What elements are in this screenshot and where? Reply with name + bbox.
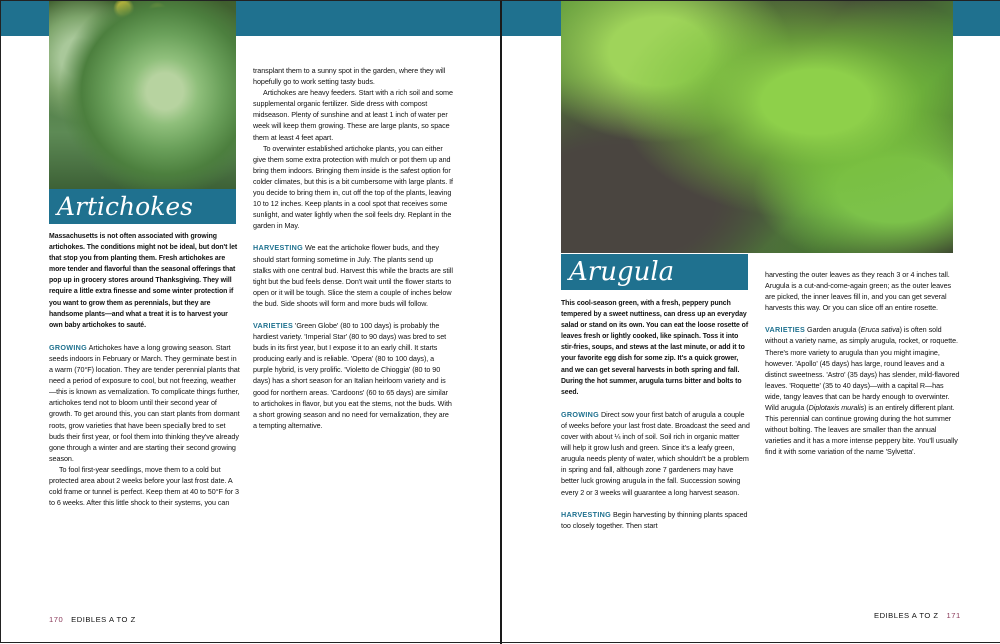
running-footer: EDIBLES A TO Z <box>71 615 136 624</box>
artichokes-varieties: VARIETIES 'Green Globe' (80 to 100 days) is probably the hardiest variety. 'Imperial Star' (80 to 90 days) was bred to set buds in its first year, but I expose it to an early chill. It starts producing early and is reliable. 'Opera' (80 to 100 days), a purple hybrid, is very prolific. 'Violetto de Chioggia' (80 to 90 days) has a short season for an Italian heirloom variety and is good for northern areas. 'Cardoons' (60 to 65 days) are similar to artichokes in flavor, but you eat the stems, not the buds. With a short growing season and no need for vernalization, they are a tempting alternative. <box>253 320 452 430</box>
header-band-right-inner <box>502 1 561 36</box>
left-page <box>1 1 500 642</box>
header-band-left-inner <box>236 1 500 36</box>
arugula-varieties: VARIETIES Garden arugula (Eruca sativa) is often sold without a variety name, as simply arugula, rocket, or roquette. There's more variety to arugula than you might imagine, however. 'Apollo' (45 days) has large, round leaves and a distinct sweetness. 'Astro' (35 days) has slender, mild-flavored leaves. 'Roquette' (35 to 40 days)—with a capital R—has wide, tangy leaves that can be hardy enough to overwinter. Wild arugula (Diplotaxis muralis) is an entirely different plant. This perennial can continue growing during the hot summer without bolting. The leaves are smaller than the annual varieties and it has a more intense peppery bite. You'll usually find it with some variation of the name 'Sylvetta'. <box>765 325 960 457</box>
text-column-2 <box>253 65 453 431</box>
growing-heading: GROWING <box>49 342 88 352</box>
varieties-heading: VARIETIES <box>253 320 294 330</box>
section-title-artichokes: Artichokes <box>49 189 236 224</box>
artichokes-overwinter: To overwinter established artichoke plants, you can either give them some extra protection with mulch or pot them up and bring them indoors. Bringing them inside is the safest option for colder climates, but this is a bit cumbersome with large plants. If you decide to bring them in, cut off the top of the plants, leaving 10 to 12 inches. Keep plants in a cool spot that receives some sunlight, and water lightly when the soil feels dry. Replant in the garden in May. <box>253 143 453 231</box>
artichokes-transplant: transplant them to a sunny spot in the garden, where they will hopefully go to work setting tasty buds. <box>253 66 446 87</box>
header-band-left-outer <box>1 1 49 36</box>
growing-heading: GROWING <box>561 409 600 419</box>
artichokes-growing-p2: To fool first-year seedlings, move them to a cold but protected area about 2 weeks before your last frost date. A cold frame or tunnel is perfect. Keep them at 40 to 50°F for 3 to 6 weeks. After this little shock to their systems, you can <box>49 464 239 508</box>
text-column-4 <box>765 269 961 458</box>
artichokes-intro: Massachusetts is not often associated with growing artichokes. The conditions might not be ideal, but don't let that stop you from planting them. Fresh artichokes are more tender and flavorful than the seasonal offerings that pop up in grocery stores around Thanksgiving. They will require a little extra finesse and some winter protection if you want to grow them as perennials, but they are handsome plants—and what a treat it is to harvest your own baby artichokes to sauté. <box>49 233 238 329</box>
folio-right <box>874 611 961 620</box>
header-band-right-outer <box>953 1 1000 36</box>
folio-left <box>49 615 136 624</box>
arugula-photo <box>561 1 953 253</box>
text-column-3 <box>561 298 751 531</box>
arugula-growing: GROWING Direct sow your first batch of arugula a couple of weeks before your last frost date. Broadcast the seed and cover with about ¼ inch of soil. Soil rich in organic matter will help it grow lush and green. Since it's a leafy green, arugula needs plenty of water, which shouldn't be a problem in spring and fall, although zone 7 gardeners may have better luck growing arugula in the fall. Succession sowing every 2 or 3 weeks will guarantee a long harvest season. <box>561 409 750 497</box>
artichokes-harvesting: HARVESTING We eat the artichoke flower buds, and they should start forming sometime in July. The plants send up stalks with one central bud. Harvest this while the bracts are still tight but the bud feels dense. Don't wait until the flower starts to open or it will be tough. Slice the stem a couple of inches below the bud. Side shoots will form and more buds will follow. <box>253 243 453 308</box>
artichoke-photo <box>49 1 236 189</box>
artichokes-growing: GROWING Artichokes have a long growing season. Start seeds indoors in February or March. They germinate best in a warm (70°F) location. They are tender perennial plants that need a period of exposure to cool, but not freezing, weather—this is known as vernalization. To complicate things further, artichokes tend not to bloom until their second year of growth. To get around this, you can start plants from dormant roots, grow varieties that have been specially bred to set buds their first year, or fool them into thinking they've already gone through a winter and are starting their second growing season. <box>49 342 240 463</box>
harvesting-heading: HARVESTING <box>561 509 611 519</box>
text-column-1 <box>49 231 241 508</box>
artichokes-feeders: Artichokes are heavy feeders. Start with a rich soil and some supplemental organic fertilizer. Side dress with compost midseason. Plenty of sunshine and at least 1 inch of water per week will keep them growing. These are large plants, so space them at least 4 feet apart. <box>253 88 453 142</box>
page-number: 171 <box>946 611 961 620</box>
arugula-harvesting: HARVESTING Begin harvesting by thinning plants spaced too closely together. Then start <box>561 509 748 530</box>
page-number: 170 <box>49 615 64 624</box>
arugula-harvest-cont: harvesting the outer leaves as they reach 3 or 4 inches tall. Arugula is a cut-and-come-again green; as the outer leaves are picked, the inner leaves fill in, and you can get several harvests this way. Or you can slice off an entire rosette. <box>765 270 952 313</box>
running-footer: EDIBLES A TO Z <box>874 611 939 620</box>
section-title-arugula: Arugula <box>561 254 748 290</box>
arugula-intro: This cool-season green, with a fresh, peppery punch tempered by a sweet nuttiness, can dress up an everyday salad or stand on its own. You can eat the loose rosette of leaves fresh or lightly cooked, like spinach. Toss it into stir-fries, soups, and stews at the last minute, or add it to your favorite egg dish for some zip. It's a quick grower, and we can get several harvests in both spring and fall. During the hot summer, arugula turns bitter and bolts to seed. <box>561 300 749 396</box>
harvesting-heading: HARVESTING <box>253 243 303 253</box>
varieties-heading: VARIETIES <box>765 325 806 335</box>
